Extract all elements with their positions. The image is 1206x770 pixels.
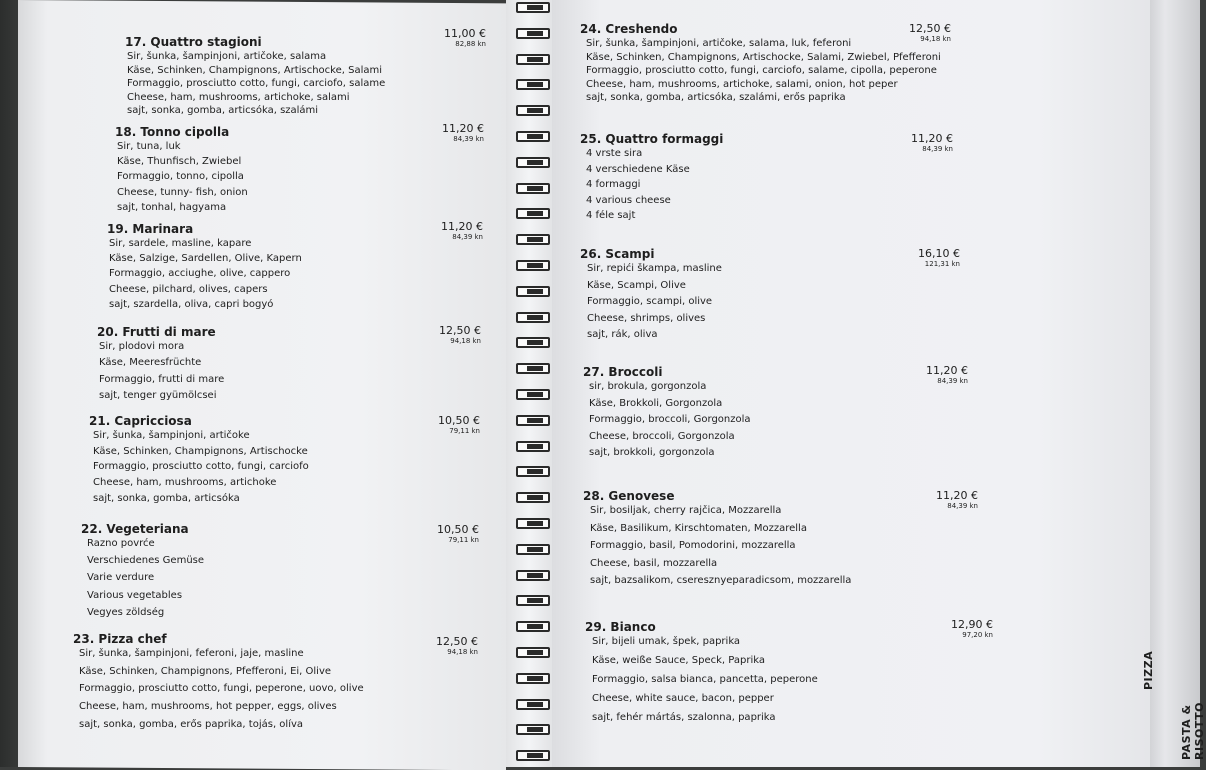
- ingredient-line: Formaggio, frutti di mare: [99, 373, 225, 385]
- ingredient-line: Formaggio, tonno, cipolla: [117, 171, 244, 183]
- ingredient-line: Käse, Schinken, Champignons, Artischocke, Salami: [127, 64, 382, 76]
- ingredient-line: Cheese, shrimps, olives: [587, 312, 706, 324]
- ingredient-line: Cheese, ham, mushrooms, artichoke, salami, onion, hot peper: [586, 78, 898, 90]
- ingredient-line: Formaggio, basil, Pomodorini, mozzarella: [590, 540, 796, 551]
- ingredient-line: Cheese, white sauce, bacon, pepper: [592, 693, 774, 704]
- ingredient-line: 4 various cheese: [586, 194, 671, 206]
- price-kn: 94,18 kn: [450, 337, 481, 345]
- menu-item: [125, 34, 386, 116]
- price-kn: 84,39 kn: [452, 233, 483, 241]
- menu-item-price: [951, 618, 993, 640]
- menu-item-price: [909, 22, 951, 44]
- ingredient-line: Cheese, broccoli, Gorgonzola: [589, 430, 735, 442]
- tab-pizza[interactable]: PIZZA: [1142, 650, 1155, 690]
- ingredient-line: Sir, šunka, šampinjoni, artičoke: [93, 430, 250, 441]
- menu-item: [81, 521, 205, 618]
- ingredient-line: 4 vrste sira: [586, 148, 643, 159]
- price-kn: 84,39 kn: [453, 135, 484, 143]
- binding-ring: [516, 234, 550, 245]
- menu-item-title: 27. Broccoli: [583, 365, 663, 379]
- ingredient-line: Cheese, tunny- fish, onion: [117, 186, 248, 198]
- menu-item: [583, 488, 852, 586]
- ingredient-line: Various vegetables: [87, 589, 183, 601]
- menu-item-price: [441, 220, 483, 242]
- ingredient-line: Sir, plodovi mora: [99, 341, 185, 352]
- ingredient-line: sajt, sonka, gomba, articsóka: [93, 492, 240, 504]
- ingredient-line: Formaggio, scampi, olive: [587, 296, 713, 307]
- menu-item-price: [936, 489, 978, 511]
- ingredient-line: Cheese, ham, mushrooms, artichoke: [93, 477, 277, 489]
- binding-ring: [516, 544, 550, 555]
- ingredient-line: Sir, tuna, luk: [117, 141, 181, 152]
- ingredient-line: Verschiedenes Gemüse: [87, 555, 205, 567]
- ingredient-line: 4 verschiedene Käse: [586, 163, 690, 175]
- ingredient-line: Käse, Salzige, Sardellen, Olive, Kapern: [109, 253, 302, 265]
- binding-ring: [516, 260, 550, 271]
- binding-ring: [516, 595, 550, 606]
- ingredient-line: Sir, šunka, šampinjoni, artičoke, salama, luk, feferoni: [586, 38, 852, 49]
- binding-ring: [516, 286, 550, 297]
- ingredient-line: sajt, fehér mártás, szalonna, paprika: [592, 712, 776, 723]
- ingredient-line: Formaggio, broccoli, Gorgonzola: [589, 414, 751, 425]
- binding-ring: [516, 570, 550, 581]
- price-eur: 10,50 €: [437, 523, 479, 536]
- price-kn: 94,18 kn: [920, 35, 951, 43]
- binding-ring: [516, 183, 550, 194]
- ingredient-line: Formaggio, prosciutto cotto, fungi, carciofo, salame: [127, 78, 386, 89]
- menu-item-price: [918, 247, 960, 269]
- ingredient-line: sajt, bazsalikom, cseresznyeparadicsom, mozzarella: [590, 575, 852, 586]
- menu-item-price: [439, 324, 481, 346]
- menu-item-price: [926, 364, 968, 386]
- binding-ring: [516, 2, 550, 13]
- price-kn: 84,39 kn: [937, 377, 968, 385]
- menu-item-title: 24. Creshendo: [580, 22, 678, 36]
- binding-ring: [516, 208, 550, 219]
- ingredient-line: sajt, sonka, gomba, erős paprika, tojás, olíva: [79, 718, 304, 730]
- price-eur: 11,20 €: [442, 122, 484, 135]
- menu-item-title: 29. Bianco: [585, 620, 656, 634]
- menu-item: [583, 364, 751, 458]
- ingredient-line: Varie verdure: [87, 572, 155, 584]
- ingredient-line: Käse, Meeresfrüchte: [99, 357, 202, 369]
- price-kn: 97,20 kn: [962, 631, 993, 639]
- binding-ring: [516, 621, 550, 632]
- ingredient-line: Formaggio, acciughe, olive, cappero: [109, 268, 291, 280]
- price-eur: 11,00 €: [444, 27, 486, 40]
- menu-item-title: 18. Tonno cipolla: [115, 125, 230, 139]
- menu-item: [585, 619, 818, 723]
- price-eur: 11,20 €: [926, 364, 968, 377]
- ingredient-line: Sir, bosiljak, cherry rajčica, Mozzarella: [590, 505, 782, 516]
- menu-item-title: 17. Quattro stagioni: [125, 35, 262, 49]
- binding-ring: [516, 673, 550, 684]
- ingredient-line: Käse, Brokkoli, Gorgonzola: [589, 397, 723, 409]
- menu-item: [580, 246, 722, 340]
- ingredient-line: Cheese, ham, mushrooms, hot pepper, eggs, olives: [79, 701, 337, 713]
- ingredient-line: Käse, Schinken, Champignons, Pfefferoni, Ei, Olive: [79, 665, 332, 677]
- binding-ring: [516, 54, 550, 65]
- binding-ring: [516, 157, 550, 168]
- binding-ring: [516, 518, 550, 529]
- menu-item: [115, 124, 248, 213]
- binding-ring: [516, 131, 550, 142]
- binding-ring: [516, 699, 550, 710]
- menu-item: [97, 324, 225, 401]
- price-eur: 12,90 €: [951, 618, 993, 631]
- ingredient-line: Käse, Schinken, Champignons, Artischocke, Salami, Zwiebel, Pfefferoni: [586, 51, 941, 63]
- ingredient-line: sajt, rák, oliva: [587, 329, 658, 340]
- price-kn: 94,18 kn: [447, 648, 478, 656]
- price-eur: 11,20 €: [936, 489, 978, 502]
- ingredient-line: 4 formaggi: [586, 179, 641, 190]
- ingredient-line: Käse, Thunfisch, Zwiebel: [117, 156, 242, 168]
- ingredient-line: Cheese, pilchard, olives, capers: [109, 283, 268, 295]
- menu-item-price: [444, 27, 486, 49]
- ingredient-line: Formaggio, prosciutto cotto, fungi, carciofo, salame, cipolla, peperone: [586, 65, 937, 76]
- ingredient-line: Sir, repići škampa, masline: [587, 263, 722, 274]
- ingredient-line: sajt, tonhal, hagyama: [117, 201, 227, 213]
- tab-pasta-risotto[interactable]: PASTA & RISOTTO: [1180, 702, 1206, 760]
- page-edge-tabs: [1150, 0, 1200, 767]
- menu-item-title: 25. Quattro formaggi: [580, 132, 724, 146]
- price-eur: 16,10 €: [918, 247, 960, 260]
- binding-ring: [516, 312, 550, 323]
- binding-ring: [516, 415, 550, 426]
- ingredient-line: sajt, tenger gyümölcsei: [99, 389, 217, 401]
- ingredient-line: Vegyes zöldség: [87, 606, 165, 618]
- ingredient-line: 4 féle sajt: [586, 210, 636, 221]
- binding-ring: [516, 105, 550, 116]
- binding-ring: [516, 389, 550, 400]
- menu-item: [73, 631, 364, 730]
- price-kn: 84,39 kn: [922, 145, 953, 153]
- ingredient-line: Formaggio, salsa bianca, pancetta, peperone: [592, 674, 818, 685]
- menu-item: [89, 413, 309, 504]
- ingredient-line: Käse, Basilikum, Kirschtomaten, Mozzarella: [590, 522, 807, 534]
- menu-item-title: 26. Scampi: [580, 247, 655, 261]
- menu-item: [580, 131, 724, 221]
- binding-ring: [516, 441, 550, 452]
- menu-item-title: 19. Marinara: [107, 222, 194, 236]
- menu-item-price: [911, 132, 953, 154]
- price-kn: 84,39 kn: [947, 502, 978, 510]
- price-eur: 12,50 €: [439, 324, 481, 337]
- ingredient-line: sajt, sonka, gomba, articsóka, szalámi, erős paprika: [586, 92, 846, 103]
- price-eur: 10,50 €: [438, 414, 480, 427]
- binding-ring: [516, 337, 550, 348]
- price-kn: 82,88 kn: [455, 40, 486, 48]
- ingredient-line: sajt, brokkoli, gorgonzola: [589, 447, 715, 458]
- binding-ring: [516, 492, 550, 503]
- menu-item-price: [436, 635, 478, 657]
- price-kn: 79,11 kn: [448, 536, 479, 544]
- ingredient-line: sir, brokula, gorgonzola: [589, 381, 707, 392]
- ingredient-line: Sir, šunka, šampinjoni, artičoke, salama: [127, 51, 327, 62]
- binding-ring: [516, 79, 550, 90]
- ingredient-line: Sir, bijeli umak, špek, paprika: [592, 636, 741, 647]
- ingredient-line: Käse, weiße Sauce, Speck, Paprika: [592, 655, 765, 666]
- price-kn: 121,31 kn: [924, 260, 960, 268]
- binding-ring: [516, 724, 550, 735]
- menu-item-title: 21. Capricciosa: [89, 414, 192, 428]
- menu-item-title: 28. Genovese: [583, 489, 675, 503]
- ingredient-line: Formaggio, prosciutto cotto, fungi, peperone, uovo, olive: [79, 683, 364, 695]
- menu-item-title: 23. Pizza chef: [73, 632, 167, 646]
- binding-ring: [516, 750, 550, 761]
- price-eur: 11,20 €: [441, 220, 483, 233]
- price-kn: 79,11 kn: [449, 427, 480, 435]
- ingredient-line: Cheese, basil, mozzarella: [590, 557, 718, 569]
- ingredient-line: Sir, šunka, šampinjoni, feferoni, jaje, masline: [79, 648, 304, 659]
- ingredient-line: sajt, szardella, oliva, capri bogyó: [109, 298, 274, 310]
- menu-item-price: [438, 414, 480, 436]
- binding-ring: [516, 647, 550, 658]
- binding-ring: [516, 466, 550, 477]
- binding-ring: [516, 363, 550, 374]
- price-eur: 12,50 €: [909, 22, 951, 35]
- ingredient-line: sajt, sonka, gomba, articsóka, szalámi: [127, 105, 319, 116]
- menu-item-title: 20. Frutti di mare: [97, 325, 216, 339]
- ingredient-line: Käse, Schinken, Champignons, Artischocke: [93, 445, 308, 457]
- ingredient-line: Cheese, ham, mushrooms, artichoke, salami: [127, 91, 350, 103]
- ingredient-line: Razno povrće: [87, 538, 155, 549]
- ingredient-line: Formaggio, prosciutto cotto, fungi, carciofo: [93, 461, 309, 473]
- binding-ring: [516, 28, 550, 39]
- price-eur: 11,20 €: [911, 132, 953, 145]
- menu-item-title: 22. Vegeteriana: [81, 522, 189, 536]
- ingredient-line: Käse, Scampi, Olive: [587, 279, 686, 291]
- ingredient-line: Sir, sardele, masline, kapare: [109, 238, 252, 249]
- menu-item: [107, 221, 302, 310]
- menu-item-price: [437, 523, 479, 545]
- price-eur: 12,50 €: [436, 635, 478, 648]
- menu-item-price: [442, 122, 484, 144]
